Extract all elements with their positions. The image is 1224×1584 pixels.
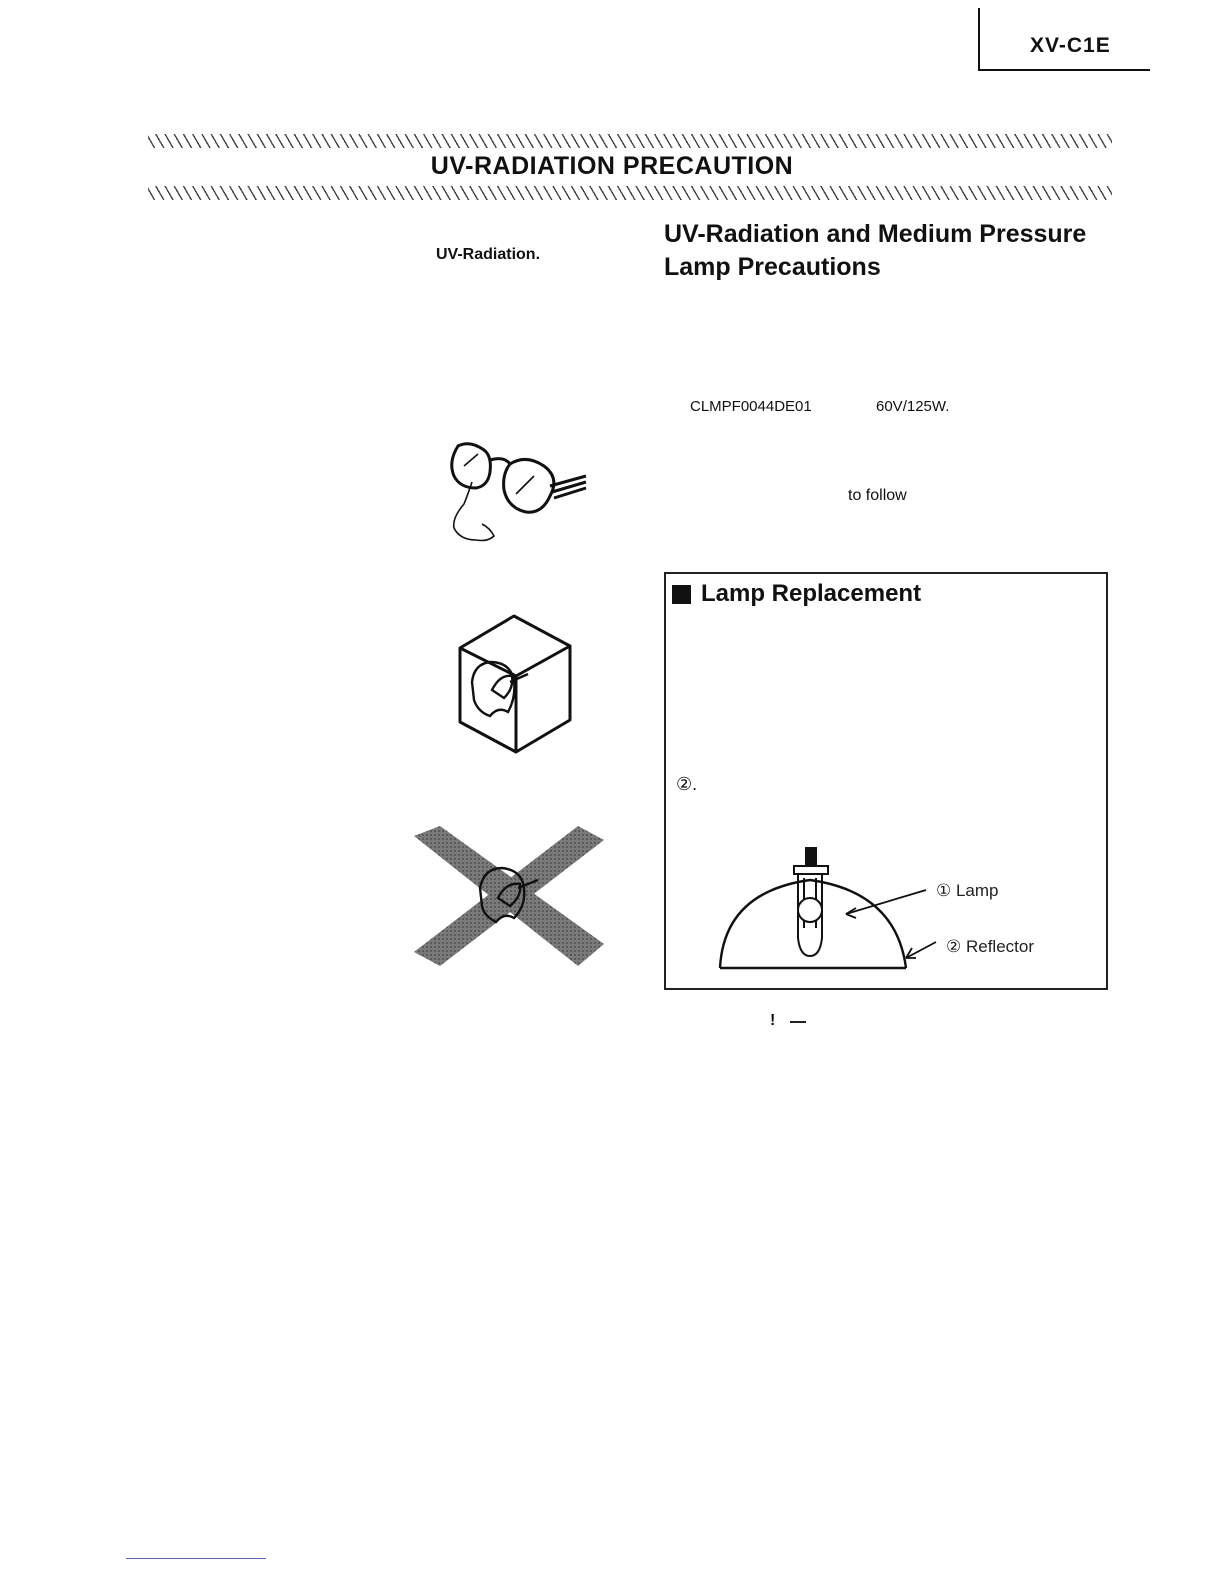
section-heading-line1: UV-Radiation and Medium Pressure (664, 220, 1087, 248)
page-title (0, 152, 1224, 181)
page-title-text: UV-RADIATION PRECAUTION (425, 152, 799, 180)
exclamation-mark: ! (770, 1012, 776, 1029)
reflector-label: ② Reflector (946, 937, 1034, 956)
section-heading-line2: Lamp Precautions (664, 253, 881, 281)
lamp-reflector-diagram (700, 838, 1080, 978)
header-rule-vertical (978, 8, 980, 70)
lamp-housing-icon (452, 612, 580, 756)
dash-mark (790, 1021, 806, 1023)
hatch-band-top (148, 134, 1112, 148)
goggles-icon (440, 436, 590, 548)
lamp-replacement-heading (672, 580, 921, 608)
footer-line (126, 1558, 266, 1559)
header-rule-horizontal (978, 69, 1150, 71)
uv-radiation-label: UV-Radiation. (436, 246, 541, 263)
reflector-reference: ②. (676, 774, 698, 794)
section-heading (664, 218, 1086, 284)
model-code: XV-C1E (1030, 34, 1111, 57)
bullet-square-icon (672, 585, 691, 604)
lamp-replacement-heading-text: Lamp Replacement (701, 580, 922, 607)
lamp-label: ① Lamp (936, 881, 999, 900)
lamp-model-number: CLMPF0044DE01 (690, 398, 812, 415)
follow-text: to follow (848, 487, 907, 504)
prohibited-icon (414, 826, 604, 966)
hatch-band-bottom (148, 186, 1112, 200)
lamp-spec: 60V/125W. (876, 398, 950, 415)
